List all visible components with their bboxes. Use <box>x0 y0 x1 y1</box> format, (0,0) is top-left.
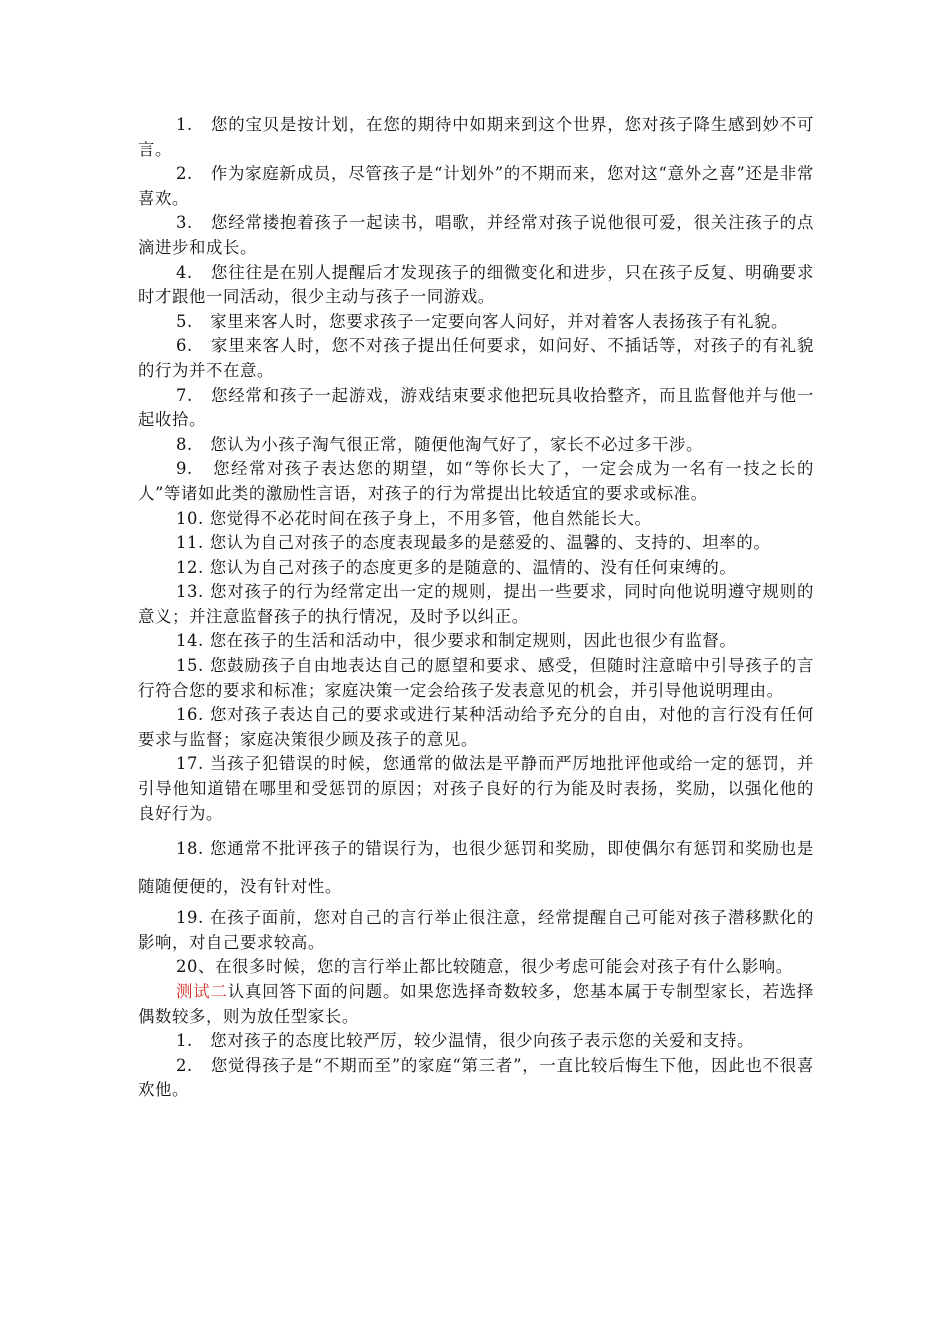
list-item <box>138 334 814 383</box>
list-item <box>138 1029 814 1054</box>
item-text: 家里来客人时，您不对孩子提出任何要求，如问好、不插话等，对孩子的有礼貌的行为并不在意。 <box>138 336 814 380</box>
item-number: 8. <box>176 434 193 454</box>
item-text: 在孩子面前，您对自己的言行举止很注意，经常提醒自己可能对孩子潜移默化的影响，对自己要求较高。 <box>138 908 815 952</box>
list-item <box>138 1054 814 1103</box>
list-item <box>138 580 814 629</box>
list-item <box>138 531 814 556</box>
item-text: 当孩子犯错误的时候，您通常的做法是平静而严厉地批评他或给一定的惩罚，并引导他知道错在哪里和受惩罚的原因；对孩子良好的行为能及时表扬，奖励，以强化他的良好行为。 <box>138 754 815 823</box>
item-text: 家里来客人时，您要求孩子一定要向客人问好，并对着客人表扬孩子有礼貌。 <box>210 311 788 331</box>
item-number: 13. <box>176 582 204 602</box>
item-text: 您经常对孩子表达您的期望，如“等你长大了，一定会成为一名有一技之长的人”等诸如此类的激励性言语，对孩子的行为常提出比较适宜的要求或标准。 <box>138 459 815 503</box>
list-item <box>138 261 814 310</box>
item-number: 1. <box>176 115 193 134</box>
item-text: 您对孩子的态度比较严厉，较少温情，很少向孩子表示您的关爱和支持。 <box>210 1031 754 1051</box>
item-text: 您觉得孩子是“不期而至”的家庭“第三者”，一直比较后悔生下他，因此也不很喜欢他。 <box>138 1055 814 1100</box>
item-number: 16. <box>176 705 204 725</box>
item-text: 您对孩子表达自己的要求或进行某种活动给予充分的自由，对他的言行没有任何要求与监督；家庭决策很少顾及孩子的意见。 <box>138 705 815 749</box>
list-item <box>138 629 814 654</box>
item-text: 您鼓励孩子自由地表达自己的愿望和要求、感受，但随时注意暗中引导孩子的言行符合您的要求和标准；家庭决策一定会给孩子发表意见的机会，并引导他说明理由。 <box>138 656 815 700</box>
document-body <box>138 113 814 1103</box>
item-text: 您往往是在别人提醒后才发现孩子的细微变化和进步，只在孩子反复、明确要求时才跟他一同活动，很少主动与孩子一同游戏。 <box>138 262 814 307</box>
item-number: 5. <box>176 311 193 331</box>
list-item <box>138 457 814 506</box>
item-text: 您在孩子的生活和活动中，很少要求和制定规则，因此也很少有监督。 <box>209 631 737 651</box>
list-item <box>138 830 814 906</box>
item-number: 4. <box>176 262 193 282</box>
item-number: 10. <box>176 508 204 528</box>
list-item <box>138 162 814 211</box>
item-number: 17. <box>176 754 204 774</box>
list-item <box>138 556 814 581</box>
test2-label: 测试二 <box>176 982 228 1001</box>
item-text: 您通常不批评孩子的错误行为，也很少惩罚和奖励，即使偶尔有惩罚和奖励也是随随便便的，没有针对性。 <box>138 839 815 897</box>
item-number: 1. <box>176 1031 193 1051</box>
list-item <box>138 211 814 260</box>
list-item <box>138 433 814 458</box>
item-number: 18. <box>176 839 204 859</box>
item-text: 您认为小孩子淘气很正常，随便他淘气好了，家长不必过多干涉。 <box>210 434 704 454</box>
item-text: 作为家庭新成员，尽管孩子是“计划外”的不期而来，您对这“意外之喜”还是非常喜欢。 <box>138 164 814 208</box>
item-number: 3. <box>176 213 193 233</box>
item-text: 您经常搂抱着孩子一起读书，唱歌，并经常对孩子说他很可爱，很关注孩子的点滴进步和成长。 <box>138 213 814 257</box>
item-number: 9. <box>176 459 193 479</box>
list-item <box>138 384 814 433</box>
item-number: 6. <box>176 336 193 356</box>
item-number: 11. <box>176 533 204 553</box>
item-number: 15. <box>176 656 204 676</box>
item-text: 您经常和孩子一起游戏，游戏结束要求他把玩具收拾整齐，而且监督他并与他一起收拾。 <box>138 385 814 430</box>
list-item <box>138 752 814 826</box>
item-number: 20、 <box>176 957 216 977</box>
item-text: 您认为自己对孩子的态度更多的是随意的、温情的、没有任何束缚的。 <box>209 557 737 577</box>
item-text: 您的宝贝是按计划，在您的期待中如期来到这个世界，您对孩子降生感到妙不可言。 <box>138 115 814 159</box>
item-number: 2. <box>176 1055 193 1075</box>
list-item <box>138 310 814 335</box>
item-text: 在很多时候，您的言行举止都比较随意，很少考虑可能会对孩子有什么影响。 <box>215 957 793 977</box>
item-text: 您认为自己对孩子的态度表现最多的是慈爱的、温馨的、支持的、坦率的。 <box>209 533 771 553</box>
list-item <box>138 906 814 955</box>
list-item <box>138 654 814 703</box>
item-text: 您对孩子的行为经常定出一定的规则，提出一些要求，同时向他说明遵守规则的意义；并注意监督孩子的执行情况，及时予以纠正。 <box>138 582 815 626</box>
test2-intro <box>138 980 814 1029</box>
item-number: 12. <box>176 557 204 577</box>
list-item <box>138 703 814 752</box>
list-item <box>138 955 814 980</box>
test2-intro-text: 认真回答下面的问题。如果您选择奇数较多，您基本属于专制型家长，若选择偶数较多，则为放任型家长。 <box>138 982 814 1026</box>
list-item <box>138 507 814 532</box>
item-number: 7. <box>176 385 193 405</box>
list-item <box>138 113 814 162</box>
item-number: 14. <box>176 631 204 651</box>
item-text: 您觉得不必花时间在孩子身上，不用多管，他自然能长大。 <box>209 508 652 528</box>
item-number: 19. <box>176 908 204 928</box>
item-number: 2. <box>176 164 193 184</box>
